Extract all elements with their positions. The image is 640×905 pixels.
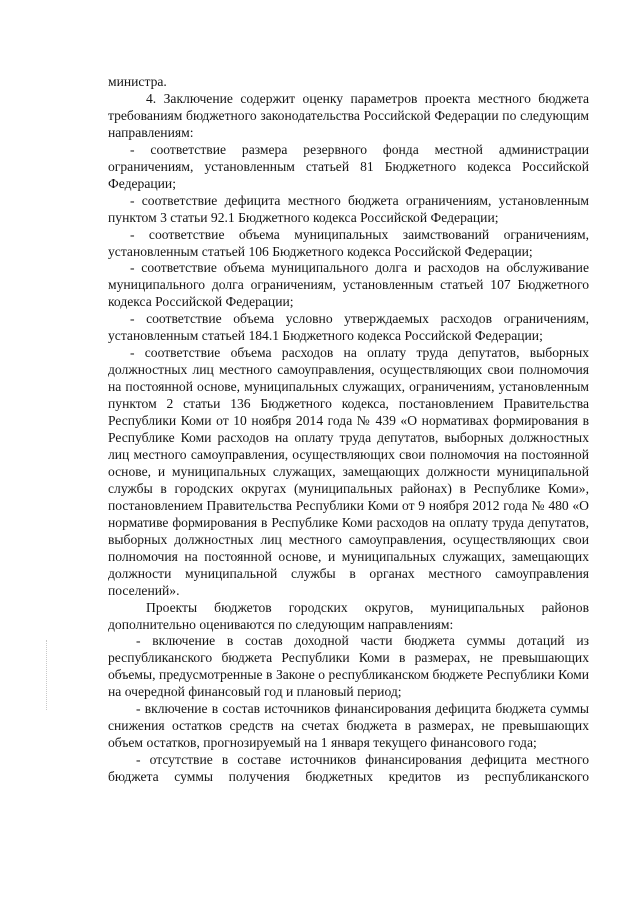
list-item-conditional-expenses: - соответствие объема условно утверждаемых расходов ограничениям, установленным статьей 184.1 Бюджетного кодекса Российской Федерации; [108,311,589,344]
list-item-deficit: - соответствие дефицита местного бюджета ограничениям, установленным пунктом 3 статьи 92.1 Бюджетного кодекса Российской Федерации; [108,192,589,225]
list-item-budget-credits: - отсутствие в составе источников финансирования дефицита местного бюджета суммы получения бюджетных кредитов из республиканского [108,752,589,785]
list-item-reserve-fund: - соответствие размера резервного фонда местной администрации ограничениям, установленным статьей 81 Бюджетного кодекса Российской Федерации; [108,141,589,191]
list-item-labor-expenses: - соответствие объема расходов на оплату труда депутатов, выборных должностных лиц местного самоуправления, осуществляющих свои полномочия на постоянной основе, муниципальных служащих, ограничениям, установленным пунктом 2 статьи 136 Бюджетного кодекса, постановлением Правительства Республики Коми от 10 ноября 2014 года № 439 «О нормативах формирования в Республике Коми расходов на оплату труда депутатов, выборных должностных лиц местного самоуправления, осуществляющих свои полномочия на постоянной основе, и муниципальных служащих, замещающих должности муниципальной службы в городских округах (муниципальных районах) в Республике Коми», постановлением Правительства Республики Коми от 9 ноября 2012 года № 480 «О нормативе формирования в Республике Коми расходов на оплату труда депутатов, выборных должностных лиц местного самоуправления, осуществляющих свои полномочия на постоянной основе, и муниципальных служащих, замещающих должности муниципальной службы в органах местного самоуправления поселений». [108,345,589,598]
list-item-deficit-sources: - включение в состав источников финансирования дефицита бюджета суммы снижения остатков средств на счетах бюджета в размерах, не превышающих объем остатков, прогнозируемый на 1 января текущего финансового года; [108,701,589,751]
paragraph-section-4: 4. Заключение содержит оценку параметров проекта местного бюджета требованиям бюджетного законодательства Российской Федерации по следующим направлениям: [108,90,589,140]
list-item-municipal-debt: - соответствие объема муниципального долга и расходов на обслуживание муниципального долга ограничениям, установленным статьей 107 Бюджетного кодекса Российской Федерации; [108,260,589,310]
paragraph-continuation: министра. [108,74,167,89]
paragraph-city-district-budgets: Проекты бюджетов городских округов, муниципальных районов дополнительно оцениваются по следующим направлениям: [108,599,589,632]
scan-margin-mark [46,640,48,710]
document-page [108,74,589,786]
list-item-subsidies: - включение в состав доходной части бюджета суммы дотаций из республиканского бюджета Республики Коми в размерах, не превышающих объемы, предусмотренные в Законе о республиканском бюджете Республики Коми на очередной финансовый год и плановый период; [108,633,589,700]
list-item-borrowings: - соответствие объема муниципальных заимствований ограничениям, установленным статьей 106 Бюджетного кодекса Российской Федерации; [108,226,589,259]
